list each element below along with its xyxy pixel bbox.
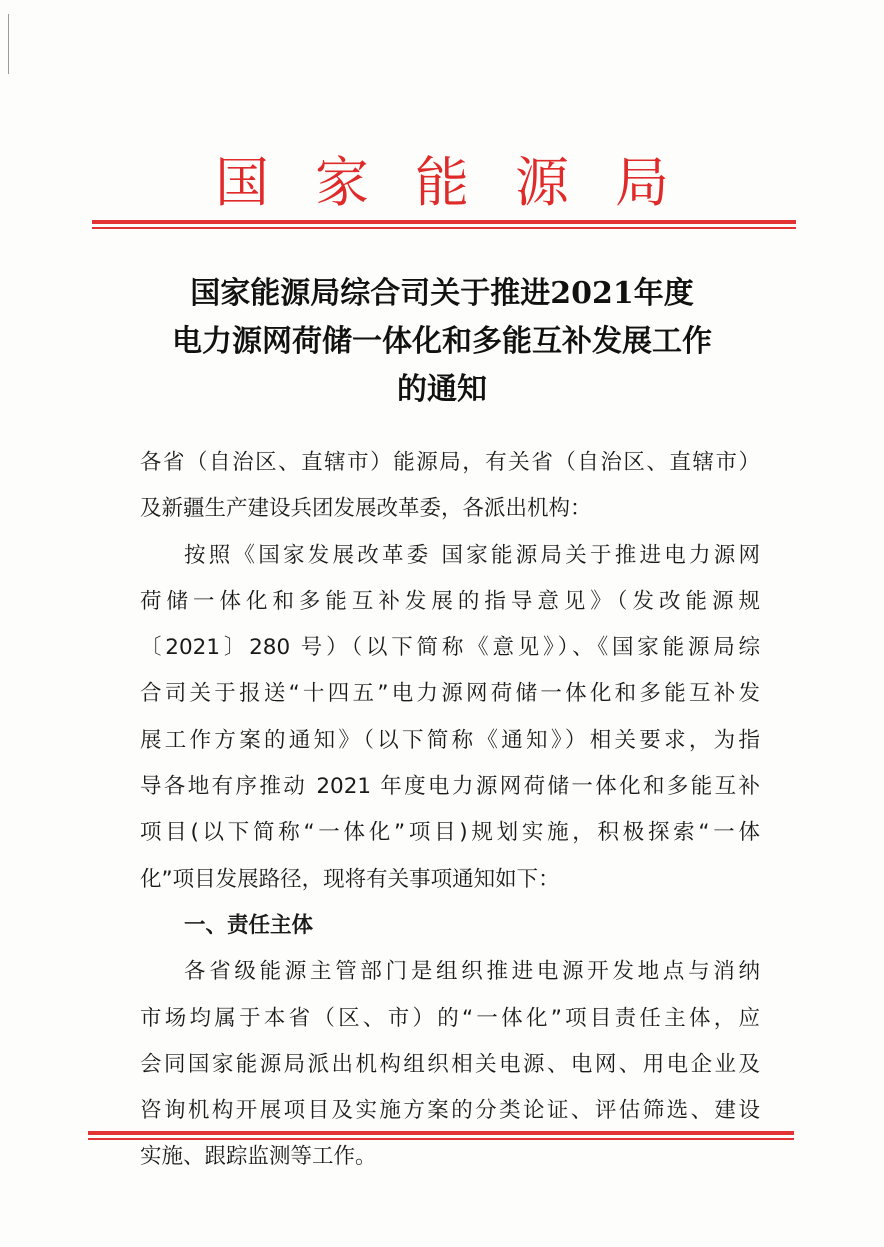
addressee-line-1: 各省（自治区、直辖市）能源局，有关省（自治区、直辖市） <box>140 450 760 475</box>
document-title <box>60 270 824 414</box>
footer-red-rule <box>88 1131 794 1140</box>
intro-line-6: 导各地有序推动 2021 年度电力源网荷储一体化和多能互补 <box>140 774 760 800</box>
title-line-1: 国家能源局综合司关于推进2021年度 <box>190 276 694 311</box>
scan-edge-mark <box>8 14 9 74</box>
header-red-rule <box>92 220 796 229</box>
intro-line-8: 化”项目发展路径，现将有关事项通知如下： <box>140 866 560 892</box>
section-heading: 一、责任主体 <box>184 912 314 938</box>
intro-line-3: 〔2021〕280 号）（以下简称《意见》）、《国家能源局综 <box>140 635 760 661</box>
addressee-line-2: 及新疆生产建设兵团发展改革委，各派出机构： <box>140 496 592 522</box>
intro-line-5: 展工作方案的通知》（以下简称《通知》）相关要求，为指 <box>140 727 760 753</box>
section-line-3: 会同国家能源局派出机构组织相关电源、电网、用电企业及 <box>140 1051 760 1077</box>
section-line-5: 实施、跟踪监测等工作。 <box>140 1144 377 1170</box>
section-line-1: 各省级能源主管部门是组织推进电源开发地点与消纳 <box>184 959 760 985</box>
agency-header-title: 国家能源局 <box>215 151 715 214</box>
intro-line-2: 荷储一体化和多能互补发展的指导意见》（发改能源规 <box>140 588 760 614</box>
intro-line-1: 按照《国家发展改革委 国家能源局关于推进电力源网 <box>184 542 760 568</box>
title-line-3: 的通知 <box>397 372 487 407</box>
section-line-2: 市场均属于本省（区、市）的“一体化”项目责任主体，应 <box>140 1005 760 1031</box>
intro-line-4: 合司关于报送“十四五”电力源网荷储一体化和多能互补发 <box>140 681 760 707</box>
intro-line-7: 项目(以下简称“一体化”项目)规划实施，积极探索“一体 <box>140 820 760 846</box>
section-line-4: 咨询机构开展项目及实施方案的分类论证、评估筛选、建设 <box>140 1098 760 1124</box>
title-line-2: 电力源网荷储一体化和多能互补发展工作 <box>172 324 712 359</box>
document-body <box>140 440 760 1181</box>
